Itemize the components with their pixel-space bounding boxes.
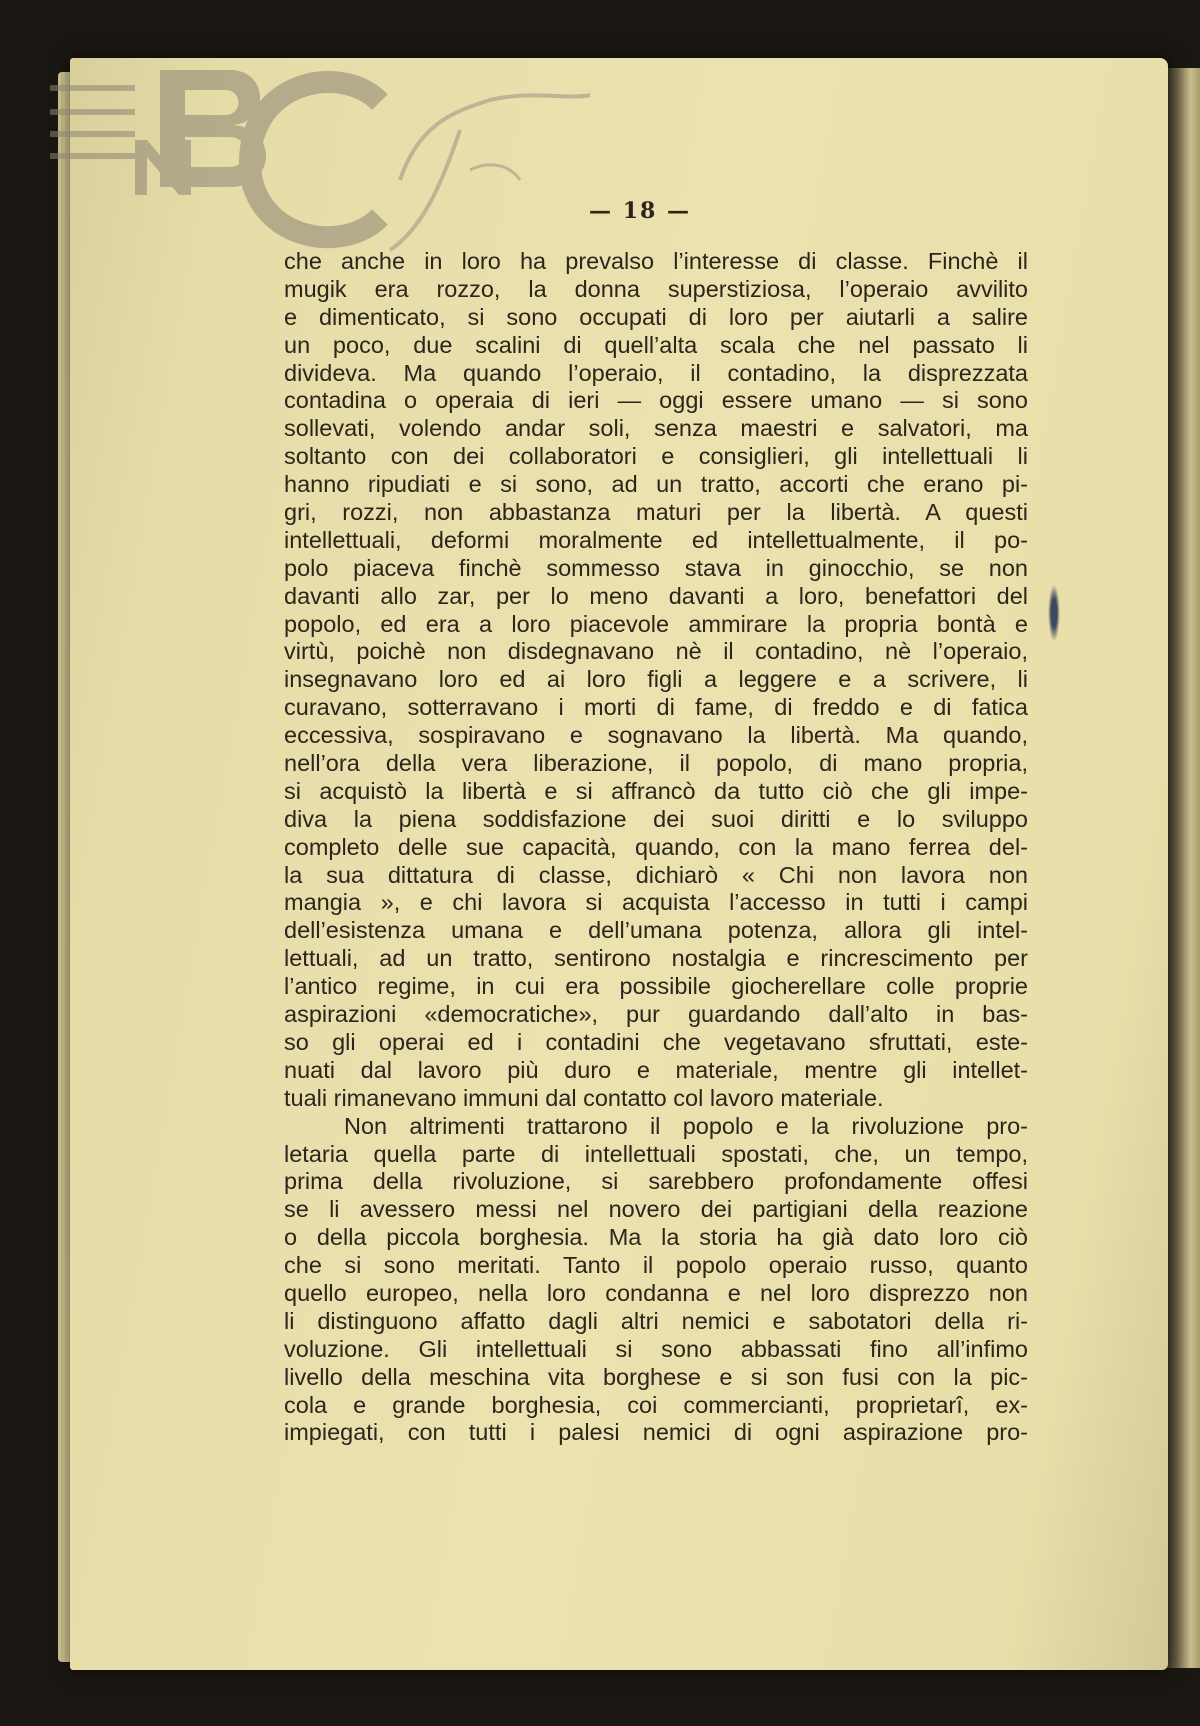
text-line: cola e grande borghesia, coi commercianti, proprietarî, ex- (284, 1391, 1028, 1418)
text-line: intellettuali, deformi moralmente ed intellettualmente, il po- (284, 526, 1028, 553)
text-line: Non altrimenti trattarono il popolo e la rivoluzione pro- (344, 1112, 1028, 1139)
text-line: so gli operai ed i contadini che vegetavano sfruttati, este- (284, 1028, 1028, 1055)
library-stamp-logo (40, 30, 700, 260)
text-line: eccessiva, sospiravano e sognavano la libertà. Ma quando, (284, 722, 1028, 749)
text-line: davanti allo zar, per lo meno davanti a loro, benefattori del (284, 582, 1028, 609)
ink-mark (1048, 584, 1060, 642)
text-line: insegnavano loro ed ai loro figli a leggere e a scrivere, li (284, 666, 1028, 693)
text-line: che si sono meritati. Tanto il popolo operaio russo, quanto (284, 1252, 1028, 1279)
text-line: si acquistò la libertà e si affrancò da tutto ciò che gli impe- (284, 777, 1028, 804)
body-text (284, 248, 1028, 1447)
text-line: aspirazioni «democratiche», pur guardando dall’alto in bas- (284, 1001, 1028, 1028)
text-line: tuali rimanevano immuni dal contatto col lavoro materiale. (284, 1084, 884, 1111)
text-line: se li avessero messi nel novero dei partigiani della reazione (284, 1196, 1028, 1223)
text-line: voluzione. Gli intellettuali si sono abbassati fino all’infimo (284, 1335, 1028, 1362)
text-line: divideva. Ma quando l’operaio, il contadino, la disprezzata (284, 359, 1028, 386)
text-line: soltanto con dei collaboratori e consiglieri, gli intellettuali li (284, 443, 1028, 470)
text-line: letaria quella parte di intellettuali spostati, che, un tempo, (284, 1140, 1028, 1167)
text-line: o della piccola borghesia. Ma la storia ha già dato loro ciò (284, 1224, 1028, 1251)
text-line: e dimenticato, si sono occupati di loro per aiutarli a salire (284, 303, 1028, 330)
text-line: virtù, poichè non disdegnavano nè il contadino, nè l’operaio, (284, 638, 1028, 665)
text-line: dell’esistenza umana e dell’umana potenza, allora gli intel- (284, 917, 1028, 944)
text-line: mangia », e chi lavora si acquista l’accesso in tutti i campi (284, 889, 1028, 916)
page-number: — 18 — (589, 198, 691, 224)
text-line: nell’ora della vera liberazione, il popolo, di mano propria, (284, 750, 1028, 777)
text-line: che anche in loro ha prevalso l’interesse di classe. Finchè il (284, 248, 1028, 274)
text-line: lettuali, ad un tratto, sentirono nostalgia e rincrescimento per (284, 945, 1028, 972)
text-line: quello europeo, nella loro condanna e nel loro disprezzo non (284, 1279, 1028, 1306)
text-line: mugik era rozzo, la donna superstiziosa, l’operaio avvilito (284, 275, 1028, 302)
text-line: nuati dal lavoro più duro e materiale, mentre gli intellet- (284, 1056, 1028, 1083)
text-line: livello della meschina vita borghese e si son fusi con la pic- (284, 1363, 1028, 1390)
text-line: popolo, ed era a loro piacevole ammirare la propria bontà e (284, 610, 1028, 637)
text-line: polo piaceva finchè sommesso stava in ginocchio, se non (284, 554, 1028, 581)
text-line: completo delle sue capacità, quando, con la mano ferrea del- (284, 833, 1028, 860)
text-line: prima della rivoluzione, si sarebbero profondamente offesi (284, 1168, 1028, 1195)
text-line: l’antico regime, in cui era possibile giocherellare colle proprie (284, 973, 1028, 1000)
text-line: gri, rozzi, non abbastanza maturi per la libertà. A questi (284, 499, 1028, 526)
text-line: un poco, due scalini di quell’alta scala che nel passato li (284, 331, 1028, 358)
text-line: impiegati, con tutti i palesi nemici di ogni aspirazione pro- (284, 1419, 1028, 1446)
text-line: diva la piena soddisfazione dei suoi diritti e lo sviluppo (284, 805, 1028, 832)
text-line: sollevati, volendo andar soli, senza maestri e salvatori, ma (284, 415, 1028, 442)
text-line: curavano, sotterravano i morti di fame, di freddo e di fatica (284, 694, 1028, 721)
text-line: contadina o operaia di ieri — oggi essere umano — si sono (284, 387, 1028, 414)
text-line: la sua dittatura di classe, dichiarò « Chi non lavora non (284, 861, 1028, 888)
text-line: li distinguono affatto dagli altri nemici e sabotatori della ri- (284, 1307, 1028, 1334)
text-line: hanno ripudiati e si sono, ad un tratto, accorti che erano pi- (284, 471, 1028, 498)
